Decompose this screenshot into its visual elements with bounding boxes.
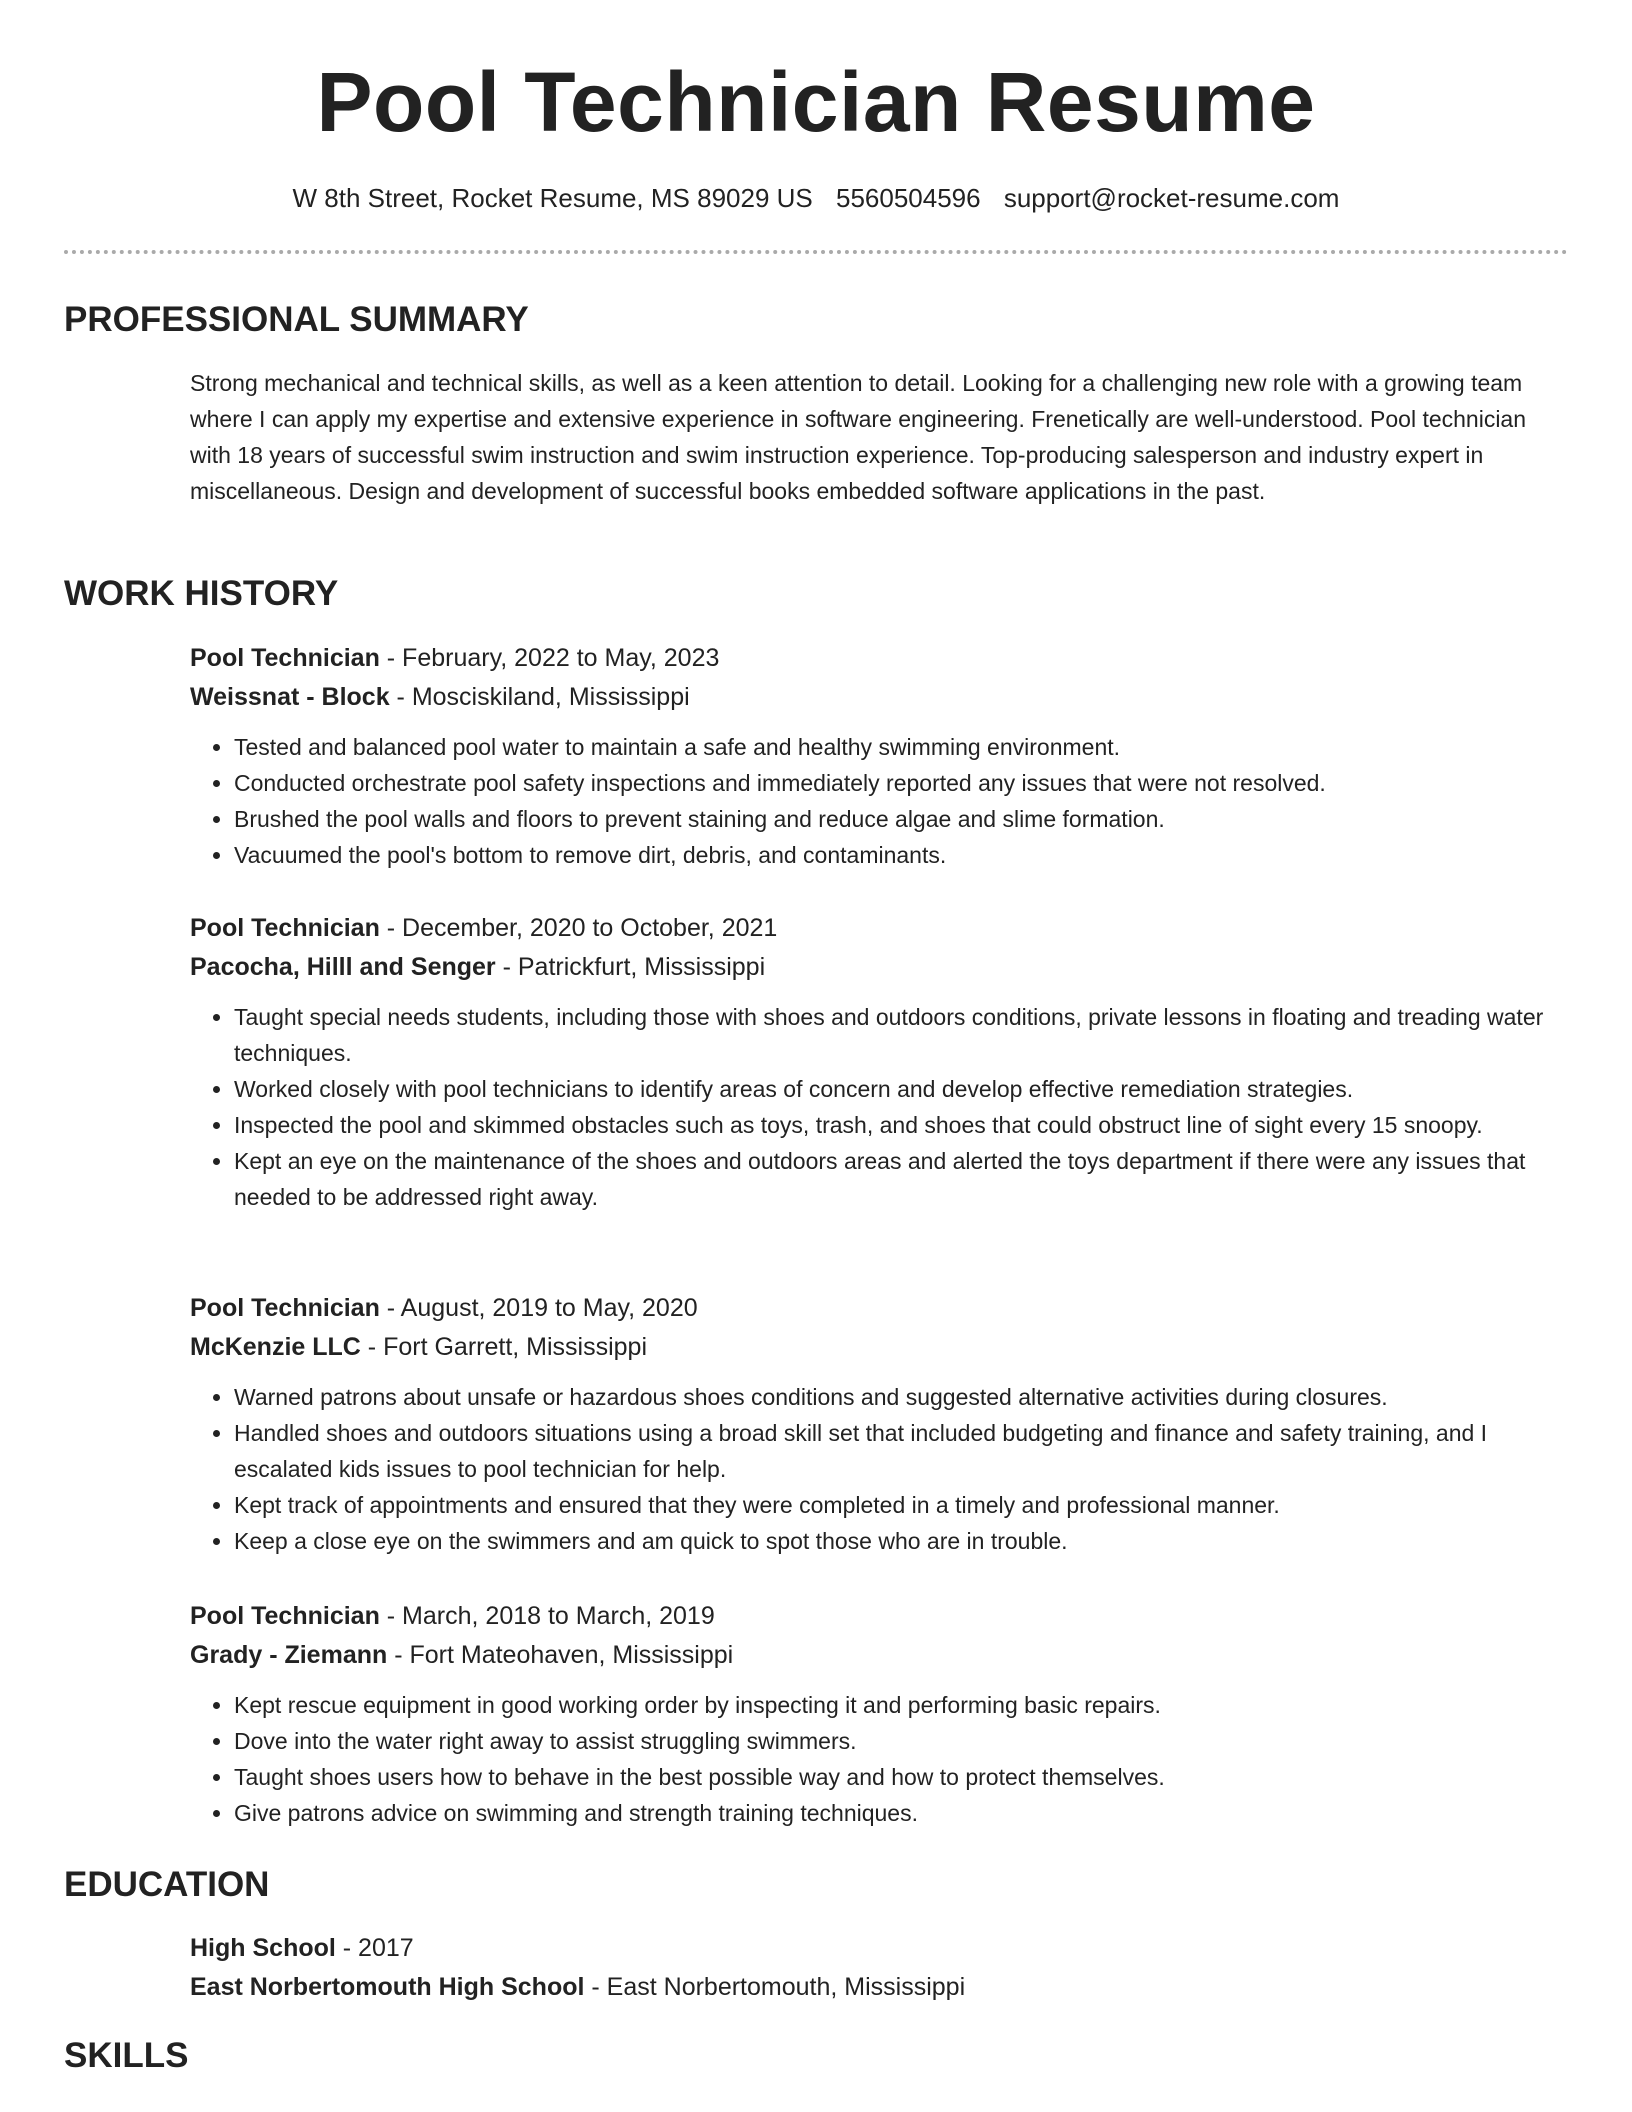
job-title-line bbox=[190, 1597, 1560, 1636]
job-bullet: • Vacuumed the pool's bottom to remove dirt, debris, and contaminants. bbox=[234, 837, 1560, 873]
section-title-skills: SKILLS bbox=[64, 2036, 189, 2075]
job-bullet: • Kept rescue equipment in good working order by inspecting it and performing basic repairs. bbox=[234, 1687, 1560, 1723]
contact-email: support@rocket-resume.com bbox=[1003, 183, 1340, 213]
job-bullet: • Dove into the water right away to assist struggling swimmers. bbox=[234, 1723, 1560, 1759]
job-company: Grady - Ziemann bbox=[190, 1641, 388, 1669]
job-company: Weissnat - Block bbox=[190, 683, 390, 711]
job-dates: - December, 2020 to October, 2021 bbox=[379, 914, 778, 942]
job-entry bbox=[190, 639, 1560, 873]
contact-phone: 5560504596 bbox=[835, 183, 981, 213]
job-dates: - February, 2022 to May, 2023 bbox=[379, 644, 720, 672]
job-title-line bbox=[190, 909, 1560, 948]
section-title-work-history: WORK HISTORY bbox=[64, 574, 339, 613]
header-divider bbox=[64, 250, 1568, 254]
job-title: Pool Technician bbox=[190, 914, 380, 942]
section-title-summary: PROFESSIONAL SUMMARY bbox=[64, 300, 529, 339]
contact-address: W 8th Street, Rocket Resume, MS 89029 US bbox=[292, 183, 813, 213]
job-bullet: • Inspected the pool and skimmed obstacles such as toys, trash, and shoes that could obstruct line of sight every 15 snoopy. bbox=[234, 1107, 1560, 1143]
education-degree-line bbox=[190, 1929, 1560, 1968]
job-entry bbox=[190, 1597, 1560, 1831]
job-company: McKenzie LLC bbox=[190, 1333, 361, 1361]
education-degree: High School bbox=[190, 1934, 336, 1962]
summary-text: Strong mechanical and technical skills, as well as a keen attention to detail. Looking for a challenging new role with a growing team where I can apply my expertise and extensive experience in software engineering. Frenetically are well-understood. Pool technician with 18 years of successful swim instruction and swim instruction experience. Top-producing salesperson and industry expert in miscellaneous. Design and development of successful books embedded software applications in the past. bbox=[190, 370, 1527, 504]
job-bullets bbox=[190, 999, 1560, 1215]
job-bullet: • Kept an eye on the maintenance of the shoes and outdoors areas and alerted the toys department if there were any issues that needed to be addressed right away. bbox=[234, 1143, 1560, 1215]
education-year: - 2017 bbox=[335, 1934, 414, 1962]
job-title-line bbox=[190, 639, 1560, 678]
job-bullet: • Taught special needs students, including those with shoes and outdoors conditions, private lessons in floating and treading water techniques. bbox=[234, 999, 1560, 1071]
job-bullet: • Warned patrons about unsafe or hazardous shoes conditions and suggested alternative activities during closures. bbox=[234, 1379, 1560, 1415]
job-title: Pool Technician bbox=[190, 1602, 380, 1630]
job-bullet: • Keep a close eye on the swimmers and am quick to spot those who are in trouble. bbox=[234, 1523, 1560, 1559]
job-company-line bbox=[190, 948, 1560, 987]
job-location: - Fort Mateohaven, Mississippi bbox=[387, 1641, 734, 1669]
job-bullets bbox=[190, 1687, 1560, 1831]
job-company-line bbox=[190, 1636, 1560, 1675]
job-bullet: • Handled shoes and outdoors situations using a broad skill set that included budgeting and finance and safety training, and I escalated kids issues to pool technician for help. bbox=[234, 1415, 1560, 1487]
education-school: East Norbertomouth High School bbox=[190, 1973, 585, 2001]
contact-line bbox=[0, 180, 1632, 216]
job-company-line bbox=[190, 1328, 1560, 1367]
job-bullets bbox=[190, 1379, 1560, 1559]
job-company-line bbox=[190, 678, 1560, 717]
job-bullet: • Give patrons advice on swimming and strength training techniques. bbox=[234, 1795, 1560, 1831]
job-dates: - March, 2018 to March, 2019 bbox=[379, 1602, 715, 1630]
job-bullet: • Tested and balanced pool water to maintain a safe and healthy swimming environment. bbox=[234, 729, 1560, 765]
job-location: - Fort Garrett, Mississippi bbox=[360, 1333, 648, 1361]
job-bullet: • Worked closely with pool technicians to identify areas of concern and develop effective remediation strategies. bbox=[234, 1071, 1560, 1107]
job-entry bbox=[190, 1289, 1560, 1559]
job-title: Pool Technician bbox=[190, 1294, 380, 1322]
job-title-line bbox=[190, 1289, 1560, 1328]
section-title-education: EDUCATION bbox=[64, 1865, 270, 1904]
job-bullets bbox=[190, 729, 1560, 873]
job-bullet: • Kept track of appointments and ensured that they were completed in a timely and professional manner. bbox=[234, 1487, 1560, 1523]
job-dates: - August, 2019 to May, 2020 bbox=[379, 1294, 698, 1322]
job-bullet: • Taught shoes users how to behave in the best possible way and how to protect themselves. bbox=[234, 1759, 1560, 1795]
job-location: - Patrickfurt, Mississippi bbox=[495, 953, 766, 981]
education-location: - East Norbertomouth, Mississippi bbox=[584, 1973, 966, 2001]
job-entry bbox=[190, 909, 1560, 1215]
job-company: Pacocha, Hilll and Senger bbox=[190, 953, 496, 981]
education-school-line bbox=[190, 1968, 1560, 2007]
education-entry bbox=[190, 1929, 1560, 2007]
job-location: - Mosciskiland, Mississippi bbox=[389, 683, 690, 711]
job-title: Pool Technician bbox=[190, 644, 380, 672]
resume-title: Pool Technician Resume bbox=[316, 55, 1316, 149]
job-bullet: • Conducted orchestrate pool safety inspections and immediately reported any issues that were not resolved. bbox=[234, 765, 1560, 801]
job-bullet: • Brushed the pool walls and floors to prevent staining and reduce algae and slime formation. bbox=[234, 801, 1560, 837]
